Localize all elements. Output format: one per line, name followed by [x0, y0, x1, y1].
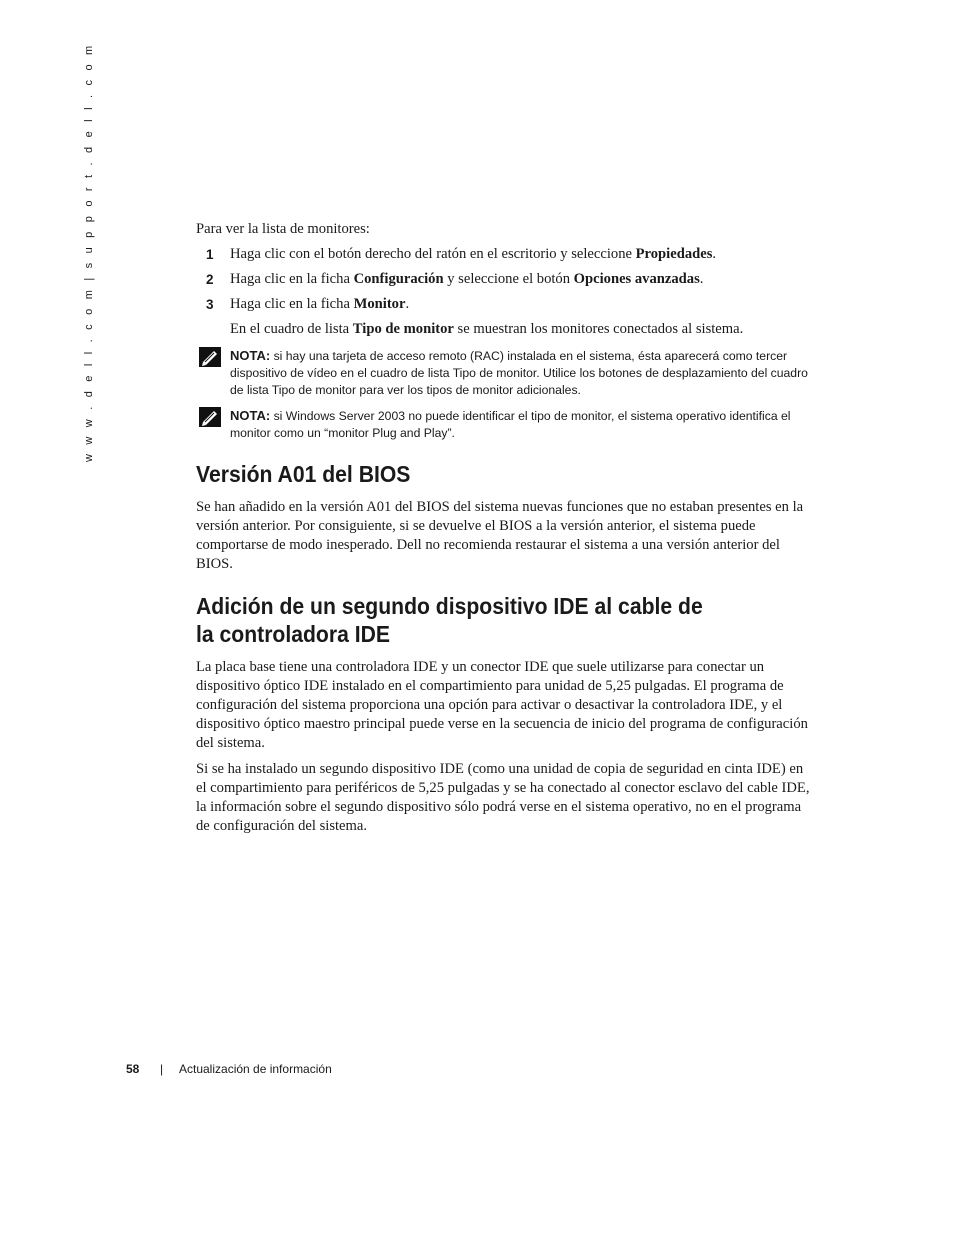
footer-separator: | [160, 1062, 164, 1076]
note-pencil-icon [199, 347, 221, 367]
detail-term: Tipo de monitor [352, 321, 454, 337]
step-term: Configuración [353, 271, 444, 287]
step-term: Monitor [353, 296, 406, 312]
steps-list [196, 245, 816, 314]
side-url: w w w . d e l l . c o m | s u p p o r t . d e l l . c o m [83, 42, 95, 462]
note-term: Tipo de monitor [452, 366, 537, 380]
note-pencil-icon [199, 407, 221, 427]
note-text: si hay una tarjeta de acceso remoto (RAC) instalada en el sistema, ésta aparecerá como tercer dispositivo de vídeo en el cuadro de lista [230, 349, 788, 380]
step-term: Opciones avanzadas [573, 271, 700, 287]
detail-text: se muestran los monitores conectados al sistema. [453, 321, 744, 337]
footer-title: Actualización de información [179, 1062, 332, 1076]
step-text: y seleccione el botón [443, 271, 574, 287]
note-label: NOTA: [230, 408, 271, 423]
note-1 [196, 347, 816, 399]
step-term: Propiedades [635, 246, 713, 262]
step-text: Haga clic en la ficha [230, 296, 354, 312]
intro-text: Para ver la lista de monitores: [196, 221, 370, 237]
note-text: . Utilice los botones de desplazamiento del cuadro de lista [230, 366, 808, 397]
step-number: 3 [206, 297, 214, 312]
step-3-detail [196, 320, 816, 339]
note-label: NOTA: [230, 348, 271, 363]
step-number: 2 [206, 272, 214, 287]
bios-paragraph: Se han añadido en la versión A01 del BIOS del sistema nuevas funciones que no estaban presentes en la versión anterior. Por consiguiente, si se devuelve el BIOS a la versión anterior, el sistema puede comportarse de modo inesperado. Dell no recomienda restaurar el sistema a una versión anterior del BIOS. [196, 499, 804, 572]
ide-paragraph-2: Si se ha instalado un segundo dispositivo IDE (como una unidad de copia de seguridad en cinta IDE) en el compartimiento para periféricos de 5,25 pulgadas y se ha conectado al conector esclavo del cable IDE, la información sobre el segundo dispositivo sólo podrá verse en el sistema operativo, no en el programa de configuración del sistema. [196, 761, 810, 834]
note-text: si Windows Server 2003 no puede identificar el tipo de monitor, el sistema operativo identifica el monitor como un “monitor Plug and Play”. [230, 409, 791, 440]
step-1 [196, 245, 816, 264]
note-text: para ver los tipos de monitor adicionales. [356, 383, 581, 397]
step-text: . [699, 271, 704, 287]
step-text: . [712, 246, 717, 262]
ide-paragraph-1: La placa base tiene una controladora IDE y un conector IDE que suele utilizarse para conectar un dispositivo óptico IDE instalado en el compartimiento para unidad de 5,25 pulgadas. El programa de configuración del sistema proporciona una opción para activar o desactivar la controladora IDE, y el dispositivo óptico maestro principal puede verse en la secuencia de inicio del programa de configuración del sistema. [196, 659, 808, 751]
step-2 [196, 270, 816, 289]
section-heading-bios: Versión A01 del BIOS [196, 461, 411, 487]
section-heading-ide: Adición de un segundo dispositivo IDE al cable de la controladora IDE [196, 593, 703, 647]
step-3 [196, 295, 816, 314]
step-number: 1 [206, 247, 214, 262]
detail-text: En el cuadro de lista [230, 321, 353, 337]
page-content [196, 220, 816, 843]
note-2 [196, 407, 816, 442]
step-text: Haga clic en la ficha [230, 271, 354, 287]
page-number: 58 [126, 1062, 140, 1076]
step-text: . [405, 296, 410, 312]
note-term: Tipo de monitor [271, 383, 357, 397]
step-text: Haga clic con el botón derecho del ratón en el escritorio y seleccione [230, 246, 636, 262]
